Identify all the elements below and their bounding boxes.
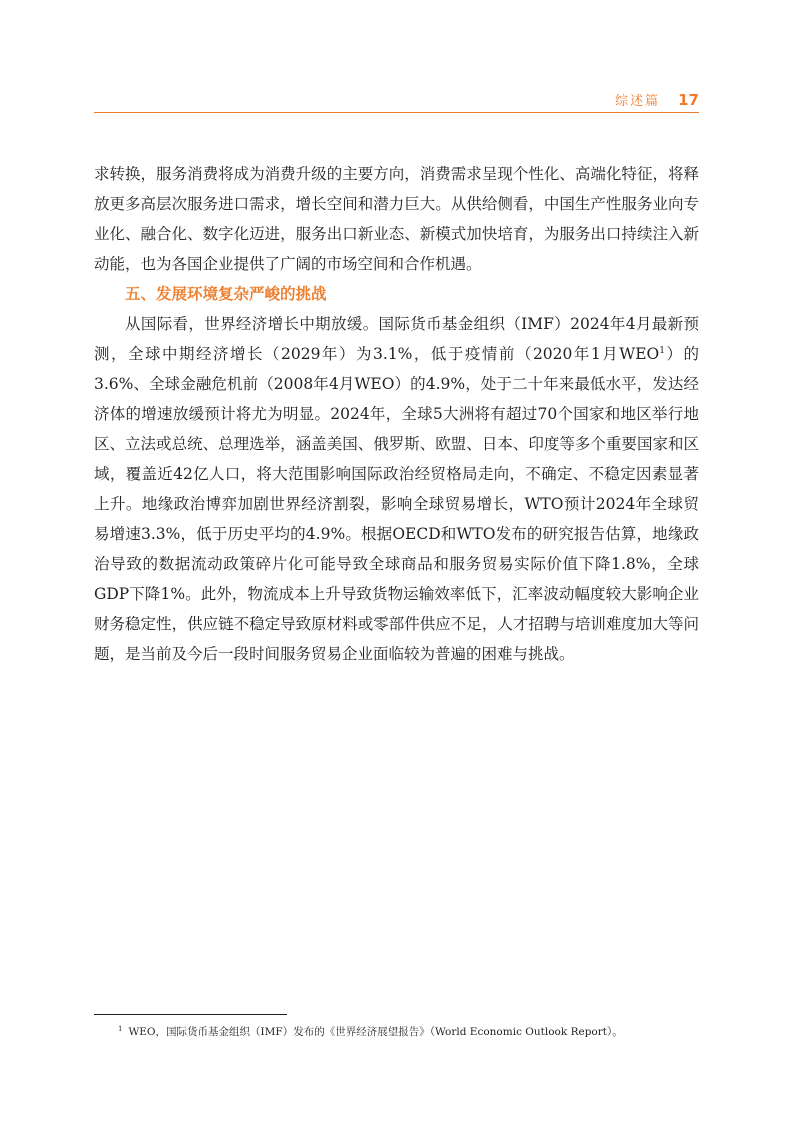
body-text xyxy=(94,159,699,669)
header-section: 综述篇 xyxy=(615,94,661,109)
page-number: 17 xyxy=(678,91,699,109)
main-paragraph-part-b: ）的3.6%、全球金融危机前（2008年4月WEO）的4.9%，处于二十年来最低水平，发达经济体的增速放缓预计将尤为明显。2024年，全球5大洲将有超过70个国家和地区举行地区、立法或总统、总理选举，涵盖美国、俄罗斯、欧盟、日本、印度等多个重要国家和区域，覆盖近42亿人口，将大范围影响国际政治经贸格局走向，不确定、不稳定因素显著上升。地缘政治博弈加剧世界经济割裂，影响全球贸易增长，WTO预计2024年全球贸易增速3.3%，低于历史平均的4.9%。根据OECD和WTO发布的研究报告估算，地缘政治导致的数据流动政策碎片化可能导致全球商品和服务贸易实际价值下降1.8%，全球GDP下降1%。此外，物流成本上升导致货物运输效率低下，汇率波动幅度较大影响企业财务稳定性，供应链不稳定导致原材料或零部件供应不足，人才招聘与培训难度加大等问题，是当前及今后一段时间服务贸易企业面临较为普遍的困难与挑战。 xyxy=(94,345,699,663)
section-heading: 五、发展环境复杂严峻的挑战 xyxy=(125,285,327,303)
footnote-reference[interactable]: 1 xyxy=(659,345,665,356)
continued-paragraph: 求转换，服务消费将成为消费升级的主要方向，消费需求呈现个性化、高端化特征，将释放更多高层次服务进口需求，增长空间和潜力巨大。从供给侧看，中国生产性服务业向专业化、融合化、数字化迈进，服务出口新业态、新模式加快培育，为服务出口持续注入新动能，也为各国企业提供了广阔的市场空间和合作机遇。 xyxy=(94,165,699,273)
footnote-rule xyxy=(94,1014,287,1015)
main-paragraph-part-a: 从国际看，世界经济增长中期放缓。国际货币基金组织（IMF）2024年4月最新预测，全球中期经济增长（2029年）为3.1%，低于疫情前（2020年1月WEO xyxy=(94,315,699,363)
footnote xyxy=(118,1024,698,1040)
footnote-marker: 1 xyxy=(118,1024,123,1033)
running-header xyxy=(615,90,699,109)
main-paragraph xyxy=(94,309,699,669)
footnote-text: WEO，国际货币基金组织（IMF）发布的《世界经济展望报告》（World Economic Outlook Report）。 xyxy=(128,1026,623,1038)
header-rule xyxy=(94,112,699,113)
